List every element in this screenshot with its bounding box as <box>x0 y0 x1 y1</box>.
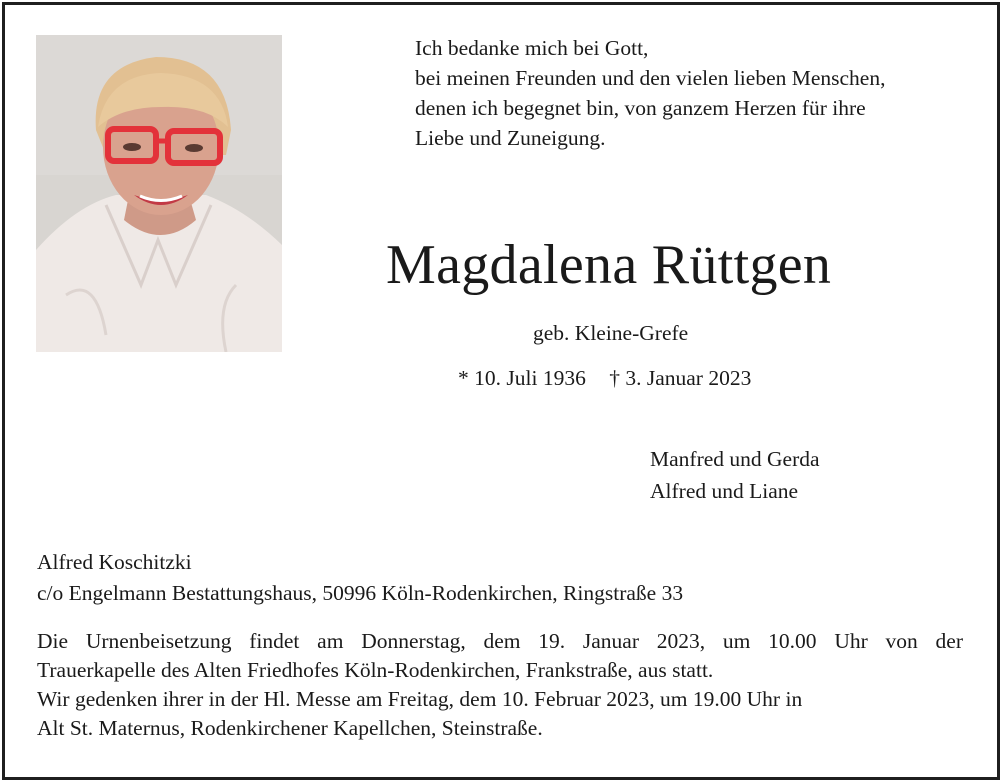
contact-name: Alfred Koschitzki <box>37 550 192 574</box>
quote-line: Liebe und Zuneigung. <box>415 126 606 150</box>
contact-block <box>37 547 683 609</box>
portrait-illustration <box>36 35 282 352</box>
quote-line: Ich bedanke mich bei Gott, <box>415 36 649 60</box>
life-dates <box>458 363 751 393</box>
contact-address: c/o Engelmann Bestattungshaus, 50996 Köln-Rodenkirchen, Ringstraße 33 <box>37 581 684 605</box>
quote-line: bei meinen Freunden und den vielen lieben Menschen, <box>415 66 886 90</box>
notice-line: Trauerkapelle des Alten Friedhofes Köln-Rodenkirchen, Frankstraße, aus statt. <box>37 658 714 682</box>
death-date: † 3. Januar 2023 <box>609 366 752 390</box>
mourners-list <box>650 443 820 507</box>
notice-line: Die Urnenbeisetzung findet am Donnerstag, dem 19. Januar 2023, um 10.00 Uhr von der <box>37 629 963 653</box>
quote-text <box>415 33 975 153</box>
mourner-entry: Manfred und Gerda <box>650 447 820 471</box>
mourner-entry: Alfred und Liane <box>650 479 799 503</box>
quote-line: denen ich begegnet bin, von ganzem Herzen für ihre <box>415 96 866 120</box>
portrait-photo <box>36 35 282 352</box>
deceased-name: Magdalena Rüttgen <box>386 234 832 296</box>
notice-line: Alt St. Maternus, Rodenkirchener Kapellchen, Steinstraße. <box>37 716 543 740</box>
maiden-name: geb. Kleine-Grefe <box>533 321 689 345</box>
notice-line: Wir gedenken ihrer in der Hl. Messe am Freitag, dem 10. Februar 2023, um 19.00 Uhr in <box>37 687 803 711</box>
funeral-notice <box>37 627 963 743</box>
birth-date: * 10. Juli 1936 <box>458 366 586 390</box>
